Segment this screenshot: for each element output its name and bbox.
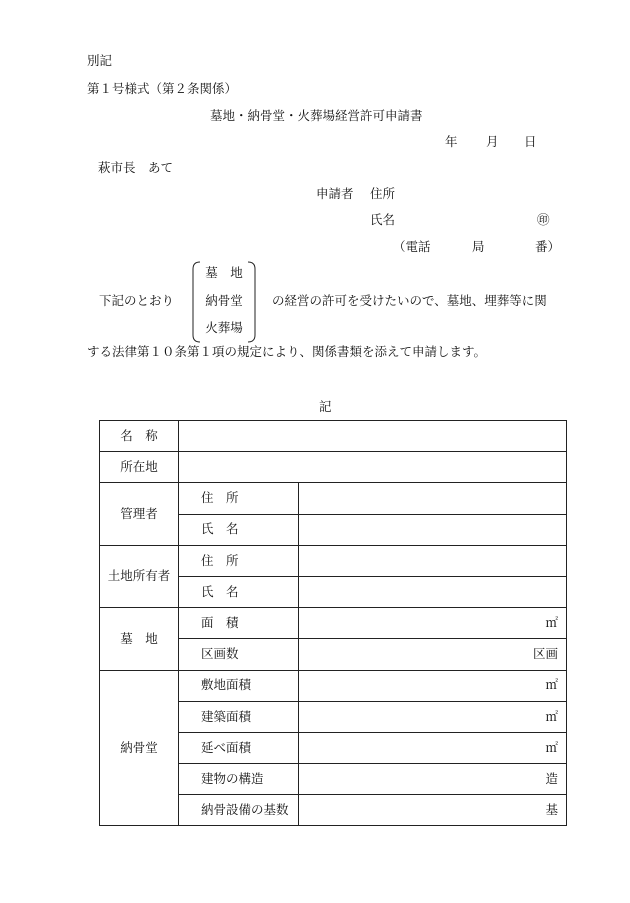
- manager-label: 管理者: [100, 483, 179, 545]
- applicant-address-label: 住所: [370, 186, 396, 201]
- structure-label: 建物の構造: [179, 764, 299, 795]
- option-cemetery: 墓 地: [205, 265, 243, 280]
- landowner-label: 土地所有者: [100, 545, 179, 607]
- applicant-name-label: 氏名: [370, 212, 396, 227]
- seal-mark: ㊞: [537, 212, 550, 227]
- body-line2: する法律第１０条第１項の規定により、関係書類を添えて申請します。: [87, 344, 487, 359]
- unit-plots: 区画: [532, 646, 558, 662]
- location-label: 所在地: [100, 452, 179, 483]
- applicant-label: 申請者: [316, 186, 354, 201]
- name-label: 名 称: [100, 421, 179, 452]
- page-title: 墓地・納骨堂・火葬場経営許可申請書: [210, 108, 423, 123]
- cemetery-area-label: 面 積: [179, 608, 299, 639]
- building-area-cell[interactable]: [299, 701, 567, 732]
- unit-sqm: ㎡: [545, 739, 558, 755]
- table-row: [100, 608, 567, 639]
- manager-address-cell[interactable]: [299, 483, 567, 514]
- cemetery-plots-label: 区画数: [179, 639, 299, 670]
- unit-structure: 造: [545, 770, 558, 786]
- cemetery-label: 墓 地: [100, 608, 179, 670]
- manager-address-label: 住 所: [179, 483, 299, 514]
- phone-open: （電話: [393, 239, 431, 254]
- cemetery-plots-cell[interactable]: [299, 639, 567, 670]
- phone-close: 番）: [535, 239, 561, 254]
- landowner-name-label: 氏 名: [179, 576, 299, 607]
- body-prefix: 下記のとおり: [99, 293, 175, 308]
- cemetery-area-cell[interactable]: [299, 608, 567, 639]
- floor-area-cell[interactable]: [299, 732, 567, 763]
- option-ossuary: 納骨堂: [205, 293, 243, 308]
- landowner-address-label: 住 所: [179, 545, 299, 576]
- landowner-name-cell[interactable]: [299, 576, 567, 607]
- building-area-label: 建築面積: [179, 701, 299, 732]
- site-area-label: 敷地面積: [179, 670, 299, 701]
- facility-options-brace: [190, 261, 258, 343]
- name-value-cell[interactable]: [179, 421, 567, 452]
- unit-sqm: ㎡: [545, 614, 558, 630]
- location-value-cell[interactable]: [179, 452, 567, 483]
- manager-name-cell[interactable]: [299, 514, 567, 545]
- addressee: 萩市長 あて: [98, 160, 174, 175]
- form-number: 第１号様式（第２条関係）: [87, 81, 238, 96]
- ki-label: 記: [319, 399, 332, 414]
- landowner-address-cell[interactable]: [299, 545, 567, 576]
- table-row: [100, 421, 567, 452]
- table-row: [100, 545, 567, 576]
- ossuary-label: 納骨堂: [100, 670, 179, 826]
- option-crematorium: 火葬場: [205, 320, 243, 335]
- unit-sqm: ㎡: [545, 708, 558, 724]
- floor-area-label: 延べ面積: [179, 732, 299, 763]
- units-label: 納骨設備の基数: [179, 795, 299, 826]
- phone-exchange: 局: [472, 239, 485, 254]
- units-cell[interactable]: [299, 795, 567, 826]
- unit-count: 基: [545, 802, 558, 818]
- date-year: 年: [445, 134, 458, 149]
- unit-sqm: ㎡: [545, 677, 558, 693]
- application-table: [99, 420, 567, 826]
- date-month: 月: [486, 134, 499, 149]
- structure-cell[interactable]: [299, 764, 567, 795]
- table-row: [100, 452, 567, 483]
- body-suffix: の経営の許可を受けたいので、墓地、埋葬等に関: [272, 293, 547, 308]
- manager-name-label: 氏 名: [179, 514, 299, 545]
- site-area-cell[interactable]: [299, 670, 567, 701]
- appendix-label: 別記: [87, 53, 113, 68]
- table-row: [100, 670, 567, 701]
- table-row: [100, 483, 567, 514]
- date-day: 日: [524, 134, 537, 149]
